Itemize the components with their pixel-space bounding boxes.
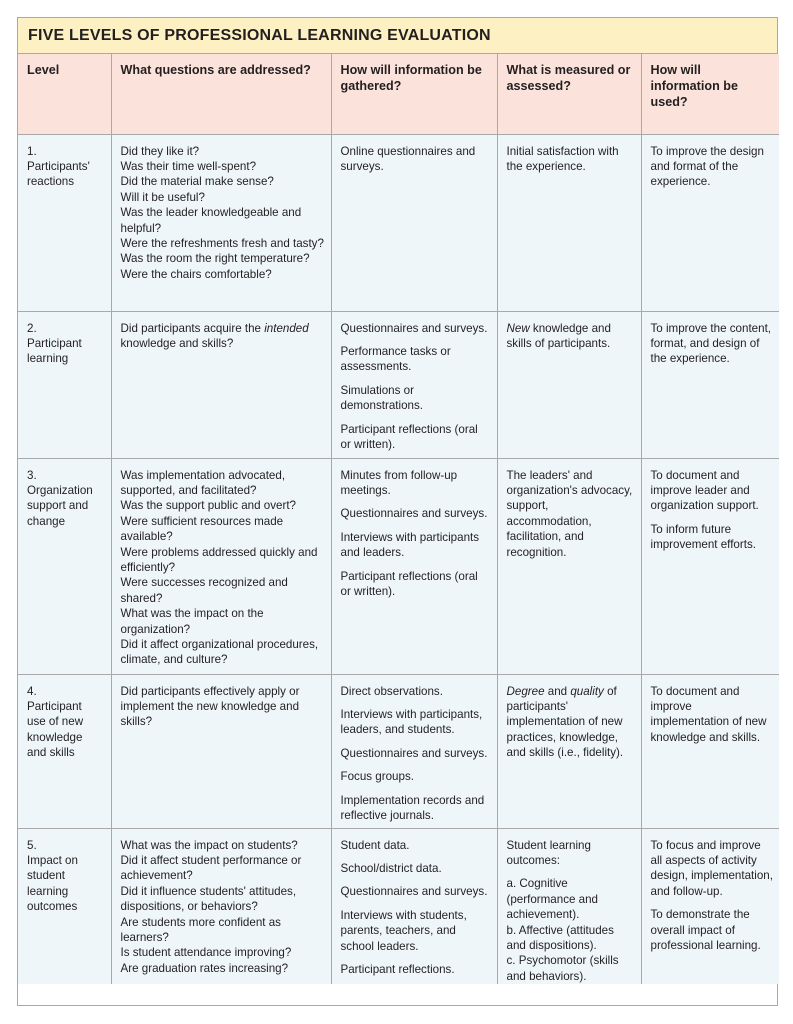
question-item: Was the room the right temperature? xyxy=(120,252,310,266)
question-item: Did it affect organizational procedures, climate, and culture? xyxy=(120,637,319,667)
level-number: 3. xyxy=(27,468,37,482)
gathered-item: Participant reflections (oral or written). xyxy=(340,569,478,598)
used-cell xyxy=(641,458,779,674)
gathered-item: Interviews with participants, leaders, and students. xyxy=(340,707,483,737)
gathered-item: Questionnaires and surveys. xyxy=(340,746,488,760)
question-item: Were sufficient resources made available? xyxy=(120,514,284,544)
used-cell xyxy=(641,828,779,984)
question-item: Are students more confident as learners? xyxy=(120,915,281,944)
level-cell xyxy=(18,674,111,828)
measured-item xyxy=(507,684,635,761)
level-cell xyxy=(18,134,111,311)
questions-cell xyxy=(111,828,331,984)
level-name-line: change xyxy=(27,514,66,528)
gathered-cell xyxy=(331,134,497,311)
measured-text: The leaders' and organization's advocacy, support, accommodation, facilitation, and recognition. xyxy=(506,468,633,559)
measured-item xyxy=(507,468,635,560)
level-cell xyxy=(18,311,111,458)
question-item: Did they like it? xyxy=(120,144,200,158)
table-row xyxy=(18,311,779,458)
level-name-line: Impact on xyxy=(27,853,78,867)
measured-emphasis: Degree xyxy=(506,684,545,698)
gathered-item: Focus groups. xyxy=(340,770,414,784)
gathered-item: Questionnaires and surveys. xyxy=(340,507,488,521)
level-name-line: outcomes xyxy=(27,900,78,914)
level-name-line: Participants' xyxy=(27,159,90,173)
gathered-item: Implementation records and reflective journals. xyxy=(340,793,485,822)
table-row xyxy=(18,674,779,828)
table-row xyxy=(18,828,779,984)
question-item: Was the leader knowledgeable and helpful? xyxy=(120,206,302,235)
used-cell xyxy=(641,674,779,828)
measured-emphasis: New xyxy=(506,321,530,335)
gathered-item: Direct observations. xyxy=(340,684,443,698)
gathered-item: School/district data. xyxy=(340,861,442,875)
gathered-item: Performance tasks or assessments. xyxy=(340,344,451,374)
question-item: Did it affect student performance or achievement? xyxy=(120,853,302,883)
measured-text: Initial satisfaction with the experience. xyxy=(506,144,619,173)
header-gathered: How will information be gathered? xyxy=(331,54,497,134)
used-item: To document and improve implementation of new knowledge and skills. xyxy=(650,684,767,744)
gathered-item: Questionnaires and surveys. xyxy=(340,885,488,899)
gathered-item: Interviews with participants and leaders. xyxy=(340,530,480,560)
level-name-line: learning xyxy=(27,352,69,366)
level-number: 2. xyxy=(27,321,37,335)
gathered-cell xyxy=(331,674,497,828)
question-item: Was implementation advocated, supported, and facilitated? xyxy=(120,468,286,497)
used-item: To document and improve leader and organization support. xyxy=(650,468,759,513)
level-number: 1. xyxy=(27,144,37,158)
used-cell xyxy=(641,311,779,458)
measured-text: of participants' implementation of new practices, knowledge, and skills (i.e., fidelity). xyxy=(506,684,624,760)
measured-item: b. Affective (attitudes and dispositions). xyxy=(506,923,614,952)
questions-cell xyxy=(111,311,331,458)
used-item: To demonstrate the overall impact of professional learning. xyxy=(650,908,761,952)
questions-cell xyxy=(111,458,331,674)
title-bar xyxy=(18,18,777,54)
question-item: Did the material make sense? xyxy=(120,175,274,189)
questions-cell xyxy=(111,134,331,311)
question-item: Did it influence students' attitudes, dispositions, or behaviors? xyxy=(120,884,297,914)
question-item: Was their time well-spent? xyxy=(120,159,257,173)
page-title: FIVE LEVELS OF PROFESSIONAL LEARNING EVALUATION xyxy=(28,26,491,44)
question-item: Are graduation rates increasing? xyxy=(120,961,289,975)
used-item: To improve the content, format, and design of the experience. xyxy=(650,321,772,366)
question-item: What was the impact on students? xyxy=(120,838,298,852)
level-cell xyxy=(18,828,111,984)
question-item xyxy=(121,321,325,352)
header-used: How will information be used? xyxy=(641,54,779,134)
level-name-line: and skills xyxy=(27,746,75,760)
header-level: Level xyxy=(18,54,111,134)
level-name-line: learning xyxy=(27,884,69,898)
measured-cell xyxy=(497,674,641,828)
measured-text: and xyxy=(544,684,571,698)
gathered-cell xyxy=(331,828,497,984)
gathered-item: Questionnaires and surveys. xyxy=(340,321,488,335)
header-questions: What questions are addressed? xyxy=(111,54,331,134)
level-name-line: Participant xyxy=(27,336,82,350)
used-cell xyxy=(641,134,779,311)
level-name-line: reactions xyxy=(27,175,75,189)
question-text: Did participants acquire the xyxy=(120,321,265,335)
measured-item: a. Cognitive (performance and achievement). xyxy=(506,877,599,922)
measured-item: Student learning outcomes: xyxy=(506,838,591,867)
level-name-line: use of new xyxy=(27,715,84,729)
table-row xyxy=(18,134,779,311)
header-row xyxy=(18,54,779,134)
question-item: Were the refreshments fresh and tasty? xyxy=(120,236,324,250)
gathered-item: Participant reflections. xyxy=(340,962,455,976)
measured-item xyxy=(507,321,635,352)
level-number: 5. xyxy=(27,838,37,852)
question-item: Will it be useful? xyxy=(120,190,205,204)
level-name-line: knowledge xyxy=(27,730,83,744)
gathered-cell xyxy=(331,458,497,674)
measured-cell xyxy=(497,134,641,311)
used-item: To focus and improve all aspects of activity design, implementation, and follow-up. xyxy=(650,838,773,898)
measured-item: c. Psychomotor (skills and behaviors). xyxy=(506,954,619,983)
measured-item xyxy=(507,144,635,175)
used-item: To improve the design and format of the experience. xyxy=(650,144,764,189)
level-number: 4. xyxy=(27,684,37,698)
level-name-line: Participant xyxy=(27,699,82,713)
level-name-line: Organization xyxy=(27,483,93,497)
gathered-item: Simulations or demonstrations. xyxy=(340,383,423,413)
evaluation-table-document xyxy=(17,17,778,1006)
question-item: Were the chairs comfortable? xyxy=(120,267,272,281)
question-item: Were successes recognized and shared? xyxy=(120,576,288,605)
question-item: Did participants effectively apply or implement the new knowledge and skills? xyxy=(120,684,300,729)
measured-emphasis: quality xyxy=(570,684,604,698)
gathered-item: Interviews with students, parents, teachers, and school leaders. xyxy=(340,908,467,953)
question-item: Was the support public and overt? xyxy=(120,499,297,513)
gathered-item: Minutes from follow-up meetings. xyxy=(340,468,458,497)
evaluation-table xyxy=(18,54,779,984)
gathered-item: Online questionnaires and surveys. xyxy=(340,144,476,173)
measured-cell xyxy=(497,828,641,984)
question-text: knowledge and skills? xyxy=(120,336,234,350)
measured-text: knowledge and skills of participants. xyxy=(506,321,611,350)
questions-cell xyxy=(111,674,331,828)
measured-cell xyxy=(497,311,641,458)
table-row xyxy=(18,458,779,674)
header-measured: What is measured or assessed? xyxy=(497,54,641,134)
level-name-line: student xyxy=(27,869,66,883)
question-item: Is student attendance improving? xyxy=(120,946,292,960)
used-item: To inform future improvement efforts. xyxy=(650,522,756,552)
measured-cell xyxy=(497,458,641,674)
gathered-item: Student data. xyxy=(340,838,410,852)
level-name-line: support and xyxy=(27,499,89,513)
question-item: Were problems addressed quickly and efficiently? xyxy=(120,545,318,574)
gathered-item: Participant reflections (oral or written). xyxy=(340,422,478,451)
level-cell xyxy=(18,458,111,674)
gathered-cell xyxy=(331,311,497,458)
question-item: What was the impact on the organization? xyxy=(120,607,264,636)
question-emphasis: intended xyxy=(264,321,309,335)
